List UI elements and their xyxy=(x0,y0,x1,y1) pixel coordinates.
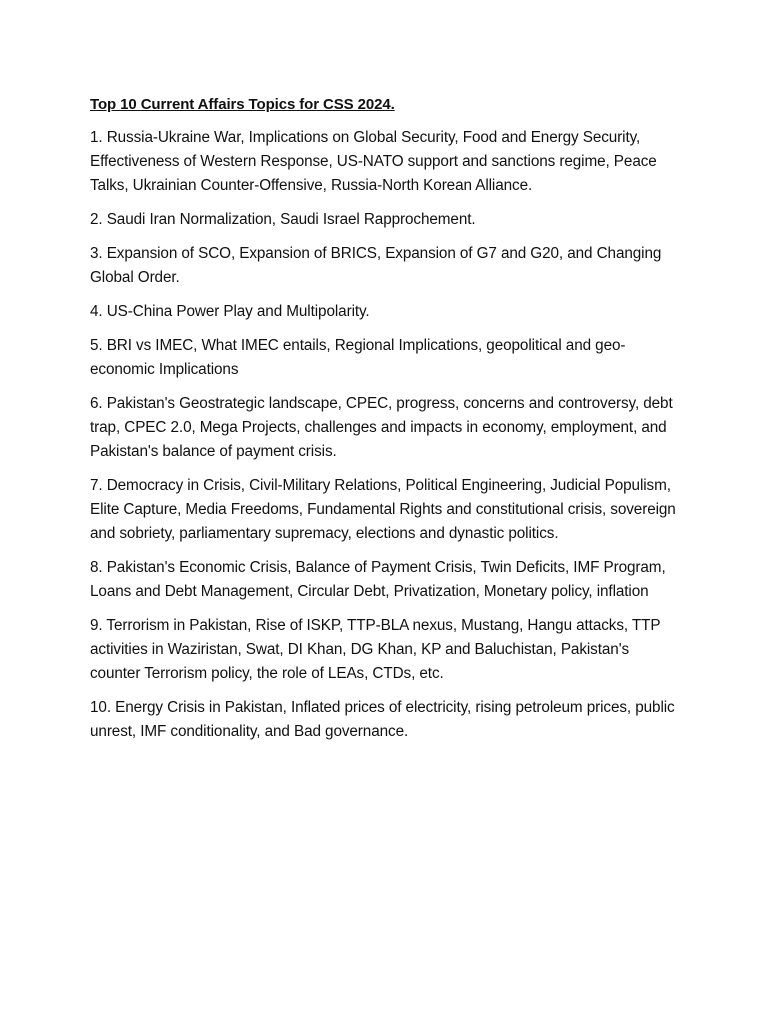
topic-item-4: 4. US-China Power Play and Multipolarity. xyxy=(90,303,370,320)
topic-item-5: 5. BRI vs IMEC, What IMEC entails, Regional Implications, geopolitical and geo-economic Implications xyxy=(90,337,626,378)
topic-item-7: 7. Democracy in Crisis, Civil-Military Relations, Political Engineering, Judicial Populism, Elite Capture, Media Freedoms, Fundamental Rights and constitutional crisis, sovereign and sobriety, parliamentary supremacy, elections and dynastic politics. xyxy=(90,477,676,542)
document-page xyxy=(90,94,680,754)
topic-item-3: 3. Expansion of SCO, Expansion of BRICS, Expansion of G7 and G20, and Changing Global Order. xyxy=(90,245,662,286)
topic-item-10: 10. Energy Crisis in Pakistan, Inflated prices of electricity, rising petroleum prices, public unrest, IMF conditionality, and Bad governance. xyxy=(90,699,675,740)
document-title: Top 10 Current Affairs Topics for CSS 2024. xyxy=(90,96,395,113)
topic-item-6: 6. Pakistan's Geostrategic landscape, CPEC, progress, concerns and controversy, debt trap, CPEC 2.0, Mega Projects, challenges and impacts in economy, employment, and Pakistan's balance of payment crisis. xyxy=(90,395,673,460)
topic-item-1: 1. Russia-Ukraine War, Implications on Global Security, Food and Energy Security, Effectiveness of Western Response, US-NATO support and sanctions regime, Peace Talks, Ukrainian Counter-Offensive, Russia-North Korean Alliance. xyxy=(90,129,657,194)
topic-item-9: 9. Terrorism in Pakistan, Rise of ISKP, TTP-BLA nexus, Mustang, Hangu attacks, TTP activities in Waziristan, Swat, DI Khan, DG Khan, KP and Baluchistan, Pakistan's counter Terrorism policy, the role of LEAs, CTDs, etc. xyxy=(90,617,661,682)
topic-item-8: 8. Pakistan's Economic Crisis, Balance of Payment Crisis, Twin Deficits, IMF Program, Loans and Debt Management, Circular Debt, Privatization, Monetary policy, inflation xyxy=(90,559,666,600)
topic-item-2: 2. Saudi Iran Normalization, Saudi Israel Rapprochement. xyxy=(90,211,476,228)
